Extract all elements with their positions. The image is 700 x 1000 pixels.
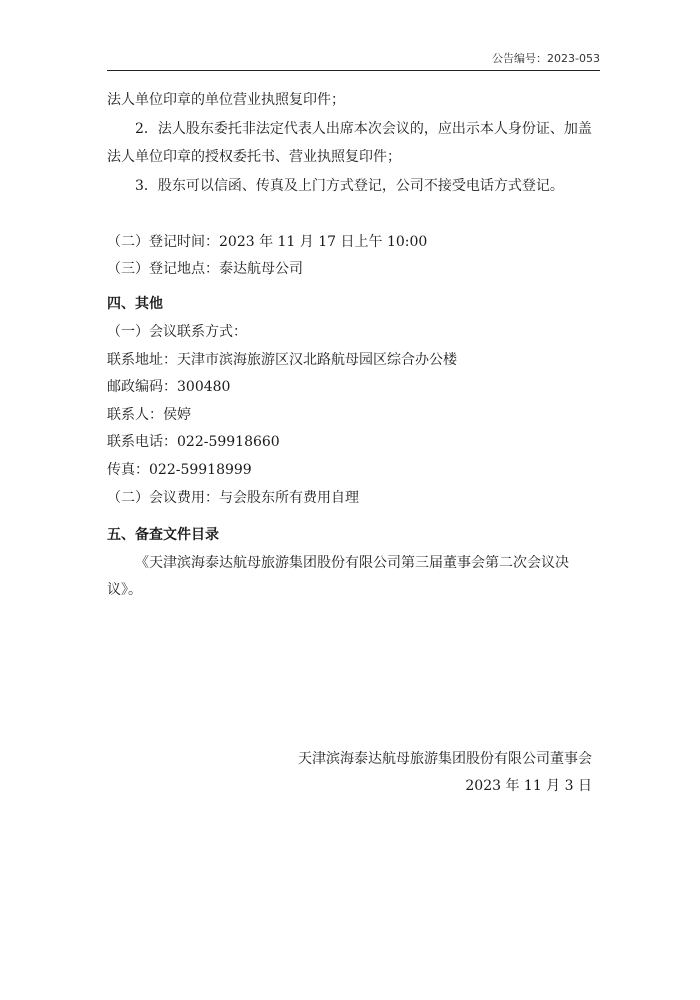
contact-fax: 传真：022-59918999 xyxy=(107,462,252,478)
contact-phone: 联系电话：022-59918660 xyxy=(107,434,280,450)
body-line-1: 法人单位印章的单位营业执照复印件； xyxy=(107,92,345,108)
contact-postcode: 邮政编码：300480 xyxy=(107,379,231,395)
section-4-title: 四、其他 xyxy=(107,296,163,312)
announcement-code: 公告编号：2023-053 xyxy=(492,52,600,65)
contact-person: 联系人：侯婷 xyxy=(107,407,191,423)
registration-time: （二）登记时间：2023 年 11 月 17 日上午 10:00 xyxy=(107,234,428,250)
section-5-title: 五、备查文件目录 xyxy=(107,527,219,543)
registration-place: （三）登记地点：泰达航母公司 xyxy=(107,261,303,277)
contact-heading: （一）会议联系方式： xyxy=(107,324,247,340)
contact-address: 联系地址：天津市滨海旅游区汉北路航母园区综合办公楼 xyxy=(107,352,457,368)
reference-document-line-2: 议》。 xyxy=(107,582,142,598)
body-line-3: 法人单位印章的授权委托书、营业执照复印件； xyxy=(107,149,401,165)
reference-document-line-1: 《天津滨海泰达航母旅游集团股份有限公司第三届董事会第二次会议决 xyxy=(135,555,569,571)
body-line-4: 3．股东可以信函、传真及上门方式登记，公司不接受电话方式登记。 xyxy=(135,178,564,194)
meeting-fees: （二）会议费用：与会股东所有费用自理 xyxy=(107,490,359,506)
body-line-2: 2．法人股东委托非法定代表人出席本次会议的，应出示本人身份证、加盖 xyxy=(135,121,592,137)
header-divider xyxy=(107,70,600,71)
signature-date: 2023 年 11 月 3 日 xyxy=(465,778,592,794)
signature-company: 天津滨海泰达航母旅游集团股份有限公司董事会 xyxy=(298,751,592,767)
